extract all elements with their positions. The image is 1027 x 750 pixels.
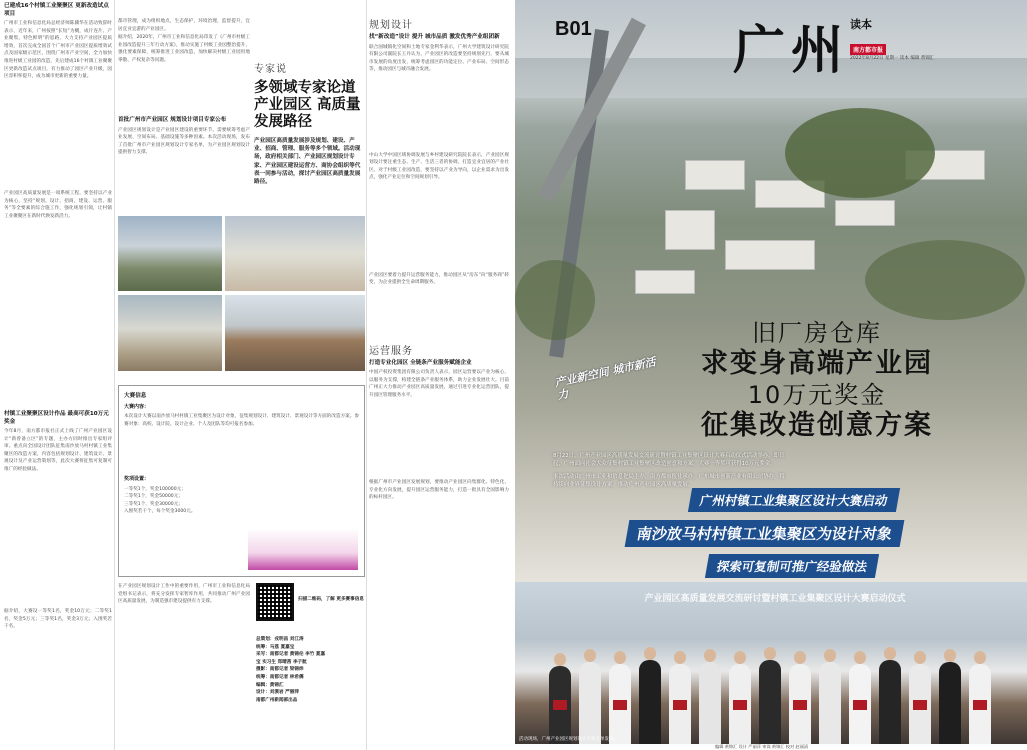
column-divider: [114, 0, 115, 750]
person: [639, 660, 661, 744]
col1-text-d: 据介绍，大赛设一等奖1名，奖金10万元；二等奖1名，奖金5万元；三等奖1名，奖金3万元；入围奖若干名。: [4, 609, 112, 630]
masthead-meta: 2022年8月22日 星期一 读本 编辑 黄锦汇: [850, 56, 935, 61]
credit-line: 编辑：黄锦汇: [256, 682, 284, 688]
page-number: B01: [555, 18, 592, 40]
award-heading: 奖项设置：: [124, 476, 150, 482]
section-label-expert: 专家说: [254, 64, 287, 75]
col2-heading: 首批广州市产业园区 规划设计项目专家公布: [118, 117, 227, 123]
ribbon-design-target: 南沙放马村村镇工业集聚区为设计对象: [625, 520, 905, 547]
operations-text-a: 中国产权投资集团有限公司负责人表示，园区运营要以产业为核心，以服务为支撑，构建全链条产业服务体系，助力企业发展壮大。目前广州正大力推动产业园区高质量发展，通过引进专业化运营团队，提升园区管理服务水平。: [369, 370, 509, 398]
footer-credit: 编辑 黄锦汇 设计 严丽萍 审读 黄锦汇 校对 赵丽清: [715, 744, 809, 749]
headline-block: [667, 318, 967, 442]
certificate: [793, 700, 807, 710]
contest-info-title: 大赛信息: [124, 393, 147, 399]
tree-area: [785, 108, 935, 198]
credit-line: 设计：刘漠岩 严丽萍: [256, 690, 299, 696]
expert-lead: 产业园区高质量发展涉及规划、建设、产业、招商、管理、服务等多个领域。活动现场，政府相关部门、产业园区规划设计专家、产业园区建设运营方、商协会组织等代表一同参与活动，探讨产业园区高质量发展路径。: [254, 138, 361, 186]
tree-area: [515, 260, 595, 340]
qr-code[interactable]: [256, 583, 294, 621]
col2-text-b: 据介绍，2020年，广州市工业和信息化局印发了《广州市村级工业园改造提升三年行动方案》，推动实施了村级工业园整治提升，强化要素保障，统筹推进工业园改造，加快解决村级工业园用地零散、产权复杂等问题。: [118, 35, 250, 63]
masthead-sub: 读本: [850, 18, 872, 31]
award-line: 二等奖1个，奖金50000元；: [124, 494, 183, 500]
credit-line: 南都广州新闻部出品: [256, 697, 298, 703]
left-column-4: [369, 0, 509, 750]
person: [579, 662, 601, 744]
credits-block: [256, 636, 368, 704]
planning-text-b: 中山大学中国区域协调发展与乡村建设研究院院长表示，产业园区规划设计要注重生态、生产、生活三者的协调，打造宜业宜居的产业社区。对于村级工业园改造，要坚持以产业为导向，以企业需求为出发点，强化产业定位和空间规划引导。: [369, 152, 509, 181]
person: [879, 660, 901, 744]
operations-heading: 打造专业化园区 全链条产业服务赋能企业: [369, 359, 472, 366]
front-page: [515, 0, 1027, 750]
section-label-operations: 运营服务: [369, 345, 413, 357]
col1-text-a: 广州市工业和信息化局总经济师陈骥华在活动致辞时表示，近年来，广州按照“长短”为概，成片连片、产业聚集、特色鲜明”的思路，大力支持产业园区提质增效，首次完成全国首个广州市产业园区提质增效试点及国家级示范区，围绕广州市产业空间，全力加快推进村级工业园的改造，先后建成16个村镇工业聚聚区更新改造试点项目，有力推动了园区产业升级，园区容积率提升，成为城市更新的重要力量。: [4, 21, 112, 80]
col1-heading: 已建成16个村镇工业聚聚区 更新改造试点项目: [4, 3, 109, 17]
certificate: [853, 700, 867, 710]
operations-text-b: 根据广州市产业园区发展规划，要推动产业园区向集群化、特色化、专业化方向发展，提升园区运营服务能力，打造一批具有全国影响力的标杆园区。: [369, 480, 509, 501]
qr-caption: 扫描二维码，了解 更多赛事信息: [298, 597, 364, 602]
photo-industrial-park: [118, 216, 222, 291]
credit-line: 统筹：南都记者 林希儒: [256, 674, 304, 680]
contest-content-heading: 大赛内容：: [124, 403, 150, 410]
award-list: [124, 486, 359, 516]
col2-text-c: 产业园区规划设计是产业园区建设的重要环节，需要统筹考虑产业发展、空间布局、基础设施等多种因素。本次活动现场，发布了首批广州市产业园区规划设计专家名单，为产业园区规划设计提供智力支撑。: [118, 127, 250, 156]
expert-headline: 多领域专家论道 产业园区 高质量发展路径: [254, 80, 361, 130]
award-line: 一等奖1个，奖金100000元；: [124, 486, 186, 492]
ribbon-replicable: 探索可复制可推广经验做法: [705, 554, 879, 578]
certificate: [733, 700, 747, 710]
masthead: 广州: [733, 20, 850, 81]
award-line: 三等奖1个，奖金30000元；: [124, 501, 183, 507]
tree-area: [865, 240, 1025, 320]
headline-line-3: 10万元奖金: [747, 381, 887, 409]
planning-text-c: 产业园区要着力提升运营服务能力，推动园区从“房东”向“服务商”转变，为企业提供全生命周期服务。: [369, 272, 509, 286]
credit-line: 宝 实习生 郑晴茜 李子航: [256, 659, 307, 665]
certificate: [973, 700, 987, 710]
certificate: [913, 700, 927, 710]
intro-paragraph: [553, 452, 789, 490]
slogan: 产业新空间 城市新活力: [553, 355, 657, 403]
certificate: [553, 700, 567, 710]
certificate: [673, 700, 687, 710]
contest-info-box: [118, 385, 365, 577]
photo-warehouse-street: [225, 216, 365, 291]
headline-line-4: 征集改造创意方案: [701, 410, 933, 441]
section-label-planning: 规划设计: [369, 20, 413, 31]
headline-line-2: 求变身高端产业园: [701, 348, 933, 379]
masthead-tag: 南方都市报: [850, 44, 886, 55]
event-caption: 活动现场，广州产业园区规划设计专家名单发布。: [519, 737, 618, 742]
planning-heading: 找“新改造”设计 提升 城市品质 激发优秀产业组团新: [369, 34, 500, 40]
column-divider: [366, 0, 367, 750]
city-skyline-graphic: [248, 528, 358, 570]
person: [939, 662, 961, 744]
person: [759, 660, 781, 744]
photo-park-sign: [118, 295, 222, 371]
award-line: 入围奖若干个，每个奖金3000元。: [124, 509, 196, 515]
person: [819, 662, 841, 744]
intro-text-b: 本次活动由广州市工业和信息化局主办，南方都市报社承办，广东城市创新产业有限公司协办，将持续向业界征集设计方案，推动广州产业园区高质量发展。: [553, 473, 785, 489]
credit-line: 采写：南都记者 黄锦伦 李竹 夏嘉: [256, 652, 326, 658]
col2-text-a: 都市管理，成为组织地点，生态保护，环境治理，监督提升，宜居宜业宜游的产业园区。: [118, 19, 250, 32]
event-photo: [515, 582, 1027, 744]
headline-line-1: 旧厂房仓库: [752, 319, 882, 347]
ribbon-contest-launch: 广州村镇工业集聚区设计大赛启动: [688, 488, 900, 512]
col2-text-d: 在产业园区规划设计工作中的重要作用，广州市工业和信息化局党组书记表示，将充分发挥专家智库作用，共同推动广州产业园区高质量发展，为制造强市建设提供有力支撑。: [118, 584, 250, 605]
person: [699, 662, 721, 744]
contest-content-text: 本次设计大赛以南沙放马村村镇工业集聚区为设计对象，征集规划设计、建筑设计、景观设计等方面的改造方案。参赛对象：高校、设计院、设计企业、个人及团队等均可报名参加。: [124, 414, 359, 427]
credit-line: 总策划：戎明昌 刘江涛: [256, 637, 304, 642]
intro-text-a: 8月22日，广州产业园区高质量发展交流研讨暨村镇工业集聚区设计大赛启动仪式活动举办。即日起，广州面向社会大众征集村镇工业集聚区改造创意和方案，大赛一等奖可获得10万元奖金。: [553, 453, 785, 468]
credit-line: 统筹：马荔 夏嘉宝: [256, 644, 295, 650]
col1-text-c: 今年8月，南方都市报社正式上线了广州产业园区设计“新曾备立区”的专题，主办方同时推出专家组评审。重点向全国设计团队征集南沙放马村村镇工业集聚区的改造方案，内容包括规划设计、建筑设计、景观设计及产业运营策划等，此次大赛将征集可复制可推广的经验做法。: [4, 429, 112, 472]
col1-heading-2: 村镇工业聚聚区设计作品 最高可获10万元奖金: [4, 411, 109, 425]
certificate: [613, 700, 627, 710]
left-column-1: [4, 0, 112, 750]
col1-text-b: 产业园区高质量发展是一项系统工程，要坚持以产业为核心，坚持“规划、设计、招商、建设、运营、服务”等全要素的综合施工作，强化规划引领，让村镇工业聚聚区在新时代焕发新活力。: [4, 191, 112, 219]
planning-text-a: 联合国城镇化空间和土地专家金利华表示，广州大学建筑设计研究院有限公司副院长王丹认为，产业园区的改造要坚持规划先行，要从城市发展的角度出发，统筹考虑园区的功能定位、产业布局、空间形态等，推动园区与城市融合发展。: [369, 44, 509, 73]
credit-line: 摄影：南都记者 梁锦炜: [256, 667, 304, 673]
event-banner: 产业园区高质量发展交流研讨暨村镇工业集聚区设计大赛启动仪式: [644, 594, 906, 604]
photo-old-factory: [225, 295, 365, 371]
